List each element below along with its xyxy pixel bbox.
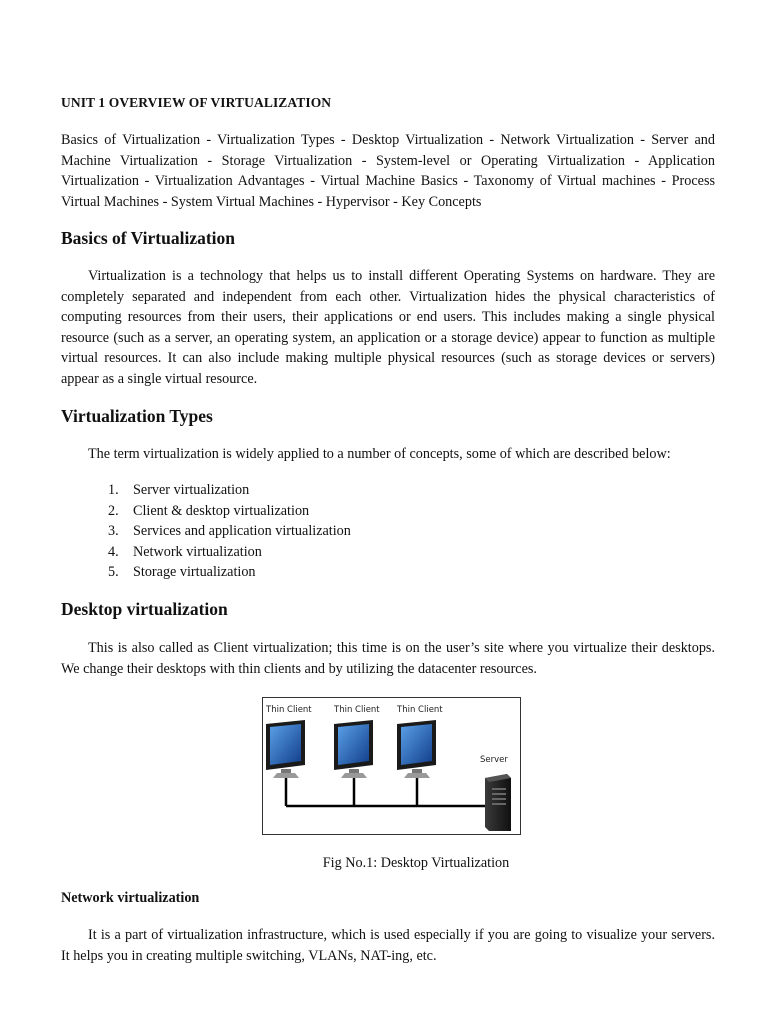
client-label-3: Thin Client — [397, 705, 443, 715]
heading-desktop: Desktop virtualization — [61, 599, 228, 619]
monitor-icon — [266, 720, 305, 778]
desktop-paragraph: This is also called as Client virtualization; this time is on the user’s site where you virtualize their desktops. We change their desktops with thin clients and by utilizing the datacenter resources. — [61, 640, 715, 677]
heading-network: Network virtualization — [61, 890, 200, 906]
heading-basics: Basics of Virtualization — [61, 228, 236, 248]
server-icon — [485, 774, 511, 831]
figure-caption: Fig No.1: Desktop Virtualization — [322, 855, 510, 871]
client-label-2: Thin Client — [334, 705, 380, 715]
list-item: 5. Storage virtualization — [108, 564, 256, 580]
list-item: 1. Server virtualization — [108, 482, 250, 498]
desktop-virtualization-figure — [262, 697, 521, 835]
client-label-1: Thin Client — [266, 705, 312, 715]
monitor-icon — [397, 720, 436, 778]
basics-paragraph: Virtualization is a technology that helps us to install different Operating Systems on hardware. They are completely separated and independent from each other. Virtualization hides the physical characteristics of computing resources from their users, their applications or end users. This includes making a single physical resource (such as a server, an operating system, an application or a storage device) appear to function as multiple virtual resources. It can also include making multiple physical resources (such as storage devices or servers) appear as a single virtual resource. — [61, 268, 715, 387]
network-paragraph: It is a part of virtualization infrastructure, which is used especially if you are going to visualize your servers. It helps you in creating multiple switching, VLANs, NAT-ing, etc. — [61, 927, 715, 964]
thin-client-diagram — [263, 698, 520, 834]
types-list — [108, 480, 351, 583]
monitor-icon — [334, 720, 373, 778]
list-item: 2. Client & desktop virtualization — [108, 502, 310, 519]
server-label: Server — [480, 755, 508, 765]
topics-list: Basics of Virtualization - Virtualization Types - Desktop Virtualization - Network Virtualization - Server and Machine Virtualization - Storage Virtualization - System-level or Operating Virtualization - Application Virtualization - Virtualization Advantages - Virtual Machine Basics - Taxonomy of Virtual machines - Process Virtual Machines - System Virtual Machines - Hypervisor - Key Concepts — [61, 132, 715, 210]
list-item: 4. Network virtualization — [108, 543, 262, 560]
heading-types: Virtualization Types — [61, 406, 213, 426]
list-item: 3. Services and application virtualization — [108, 523, 351, 539]
types-intro: The term virtualization is widely applied to a number of concepts, some of which are described below: — [88, 446, 671, 462]
unit-title: UNIT 1 OVERVIEW OF VIRTUALIZATION — [61, 95, 332, 110]
